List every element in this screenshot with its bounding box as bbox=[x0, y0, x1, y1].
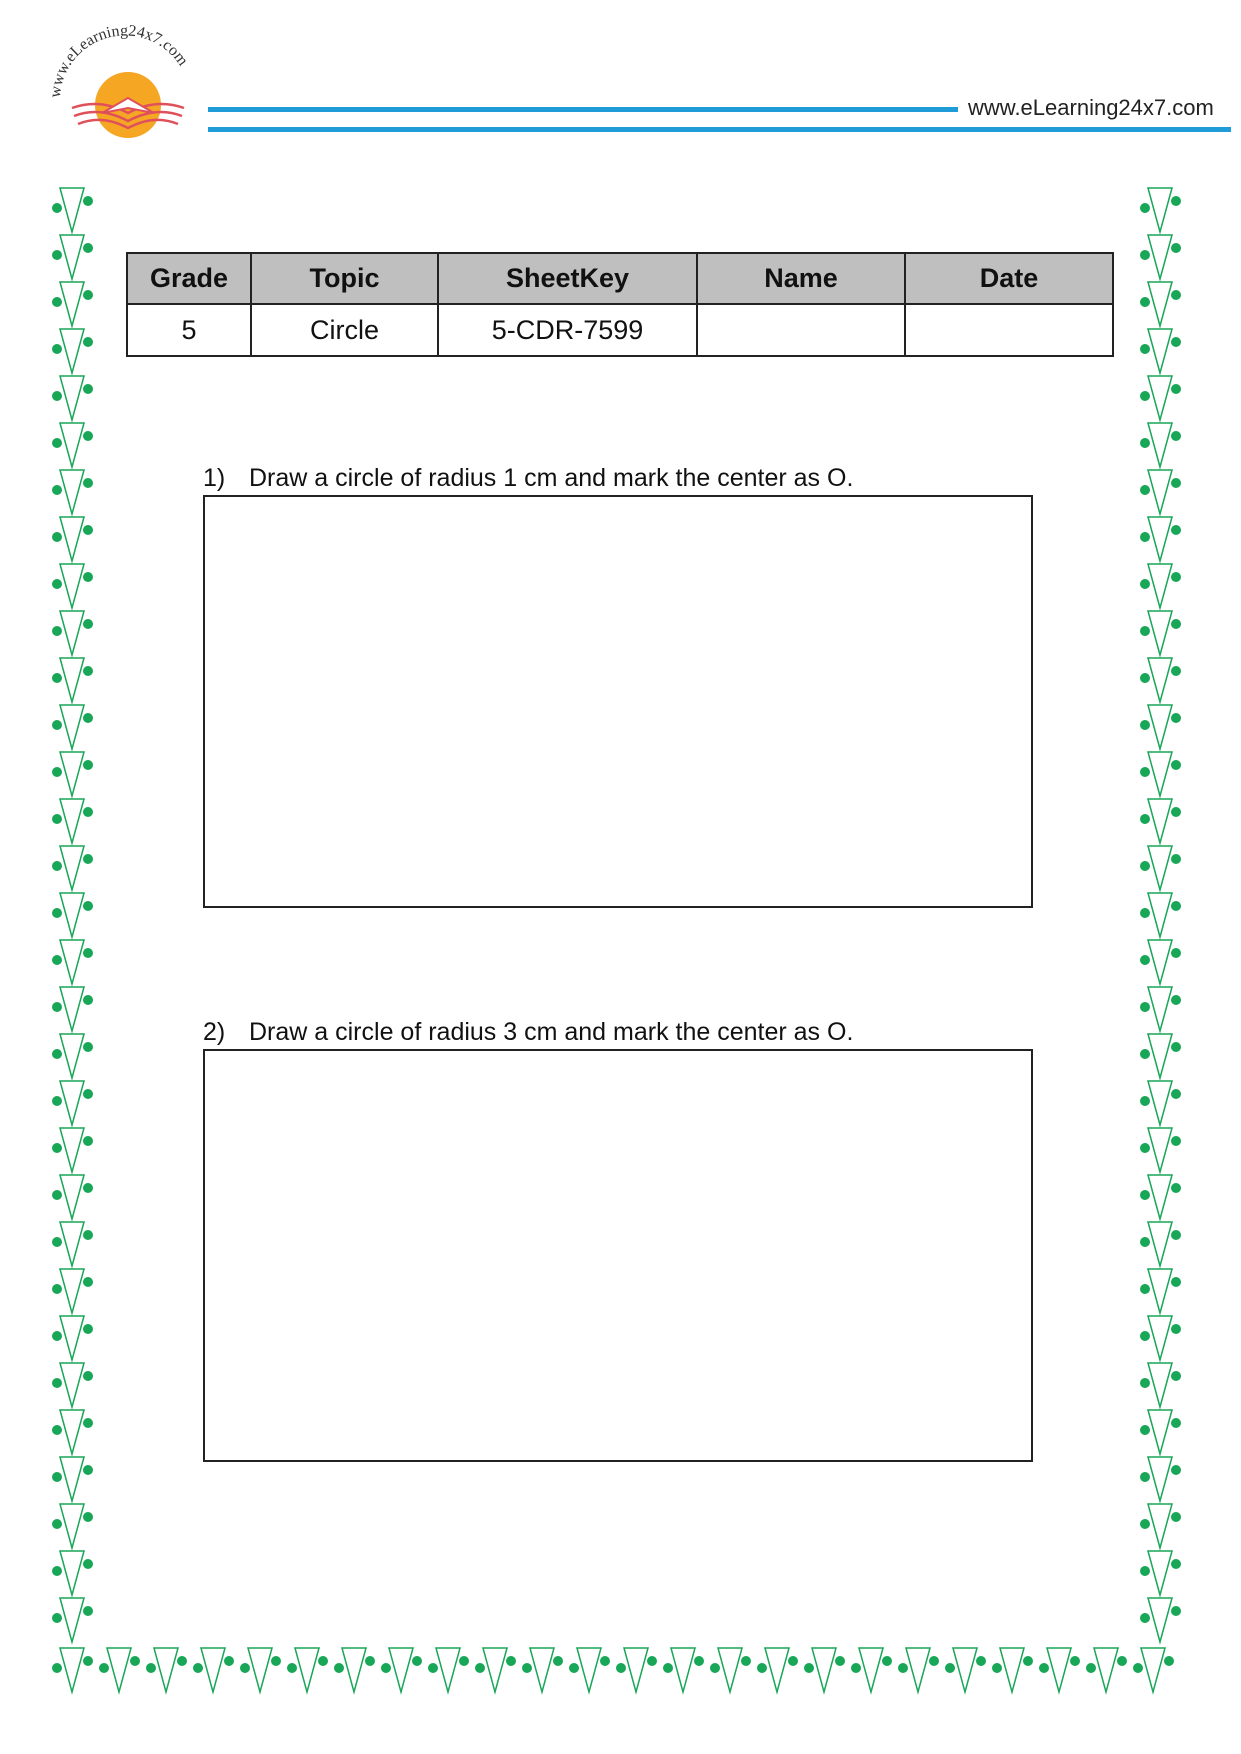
info-table-header-row bbox=[127, 253, 1113, 304]
date-field[interactable] bbox=[905, 304, 1113, 356]
question-1-text: Draw a circle of radius 1 cm and mark the center as O. bbox=[249, 464, 854, 492]
grade-value: 5 bbox=[127, 304, 251, 356]
date-header: Date bbox=[905, 253, 1113, 304]
logo-arc-text: www.eLearning24x7.com bbox=[46, 22, 192, 99]
question-2 bbox=[203, 1018, 853, 1047]
answer-box-1[interactable] bbox=[203, 495, 1033, 908]
info-table-value-row bbox=[127, 304, 1113, 356]
question-1-number: 1) bbox=[203, 464, 226, 492]
topic-header: Topic bbox=[251, 253, 438, 304]
topic-value: Circle bbox=[251, 304, 438, 356]
worksheet-info-table bbox=[126, 252, 1114, 357]
grade-header: Grade bbox=[127, 253, 251, 304]
site-url[interactable]: www.eLearning24x7.com bbox=[968, 95, 1214, 120]
sheetkey-header: SheetKey bbox=[438, 253, 697, 304]
name-header: Name bbox=[697, 253, 905, 304]
answer-box-2[interactable] bbox=[203, 1049, 1033, 1462]
name-field[interactable] bbox=[697, 304, 905, 356]
question-2-text: Draw a circle of radius 3 cm and mark the center as O. bbox=[249, 1018, 854, 1046]
question-1 bbox=[203, 464, 853, 493]
question-2-number: 2) bbox=[203, 1018, 226, 1046]
sheetkey-value: 5-CDR-7599 bbox=[438, 304, 697, 356]
